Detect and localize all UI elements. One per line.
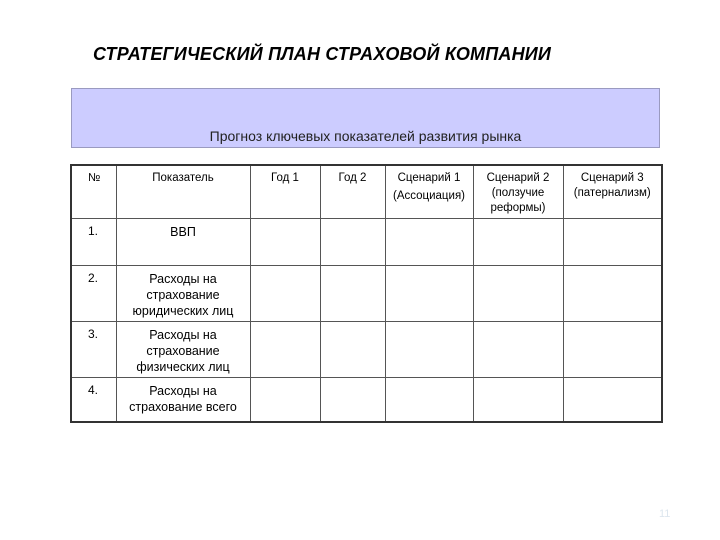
header-year2: Год 2 [320,165,385,219]
cell-scenario3 [563,219,662,266]
banner-text: Прогноз ключевых показателей развития рынка [209,128,522,144]
cell-scenario2 [473,322,563,378]
row-indicator: ВВП [116,219,250,266]
cell-scenario2 [473,266,563,322]
row-num: 4. [71,378,116,422]
cell-scenario3 [563,266,662,322]
cell-scenario1 [385,322,473,378]
header-scenario2: Сценарий 2 (ползучие реформы) [473,165,563,219]
table-row [71,266,662,322]
cell-scenario2 [473,219,563,266]
header-year1: Год 1 [250,165,320,219]
row-indicator: Расходы на страхование физических лиц [116,322,250,378]
table-row [71,378,662,422]
table-row [71,322,662,378]
cell-year2 [320,378,385,422]
cell-scenario3 [563,378,662,422]
page-title: СТРАТЕГИЧЕСКИЙ ПЛАН СТРАХОВОЙ КОМПАНИИ [93,44,552,64]
cell-year1 [250,322,320,378]
cell-scenario2 [473,378,563,422]
cell-year2 [320,219,385,266]
page-number: 11 [659,508,671,520]
cell-year1 [250,378,320,422]
forecast-banner [71,88,660,148]
row-num: 2. [71,266,116,322]
header-scenario1-line2: (Ассоциация) [393,190,465,202]
header-scenario1 [385,165,473,219]
cell-year1 [250,266,320,322]
row-num: 1. [71,219,116,266]
cell-year1 [250,219,320,266]
header-num: № [71,165,116,219]
cell-scenario1 [385,266,473,322]
table-row [71,219,662,266]
cell-scenario1 [385,219,473,266]
cell-year2 [320,266,385,322]
cell-scenario1 [385,378,473,422]
row-indicator: Расходы на страхование юридических лиц [116,266,250,322]
cell-scenario3 [563,322,662,378]
row-num: 3. [71,322,116,378]
indicators-table [70,164,663,423]
row-indicator: Расходы на страхование всего [116,378,250,422]
table-header-row [71,165,662,219]
header-scenario1-line1: Сценарий 1 [397,172,461,184]
header-scenario3: Сценарий 3 (патернализм) [563,165,662,219]
cell-year2 [320,322,385,378]
header-indicator: Показатель [116,165,250,219]
